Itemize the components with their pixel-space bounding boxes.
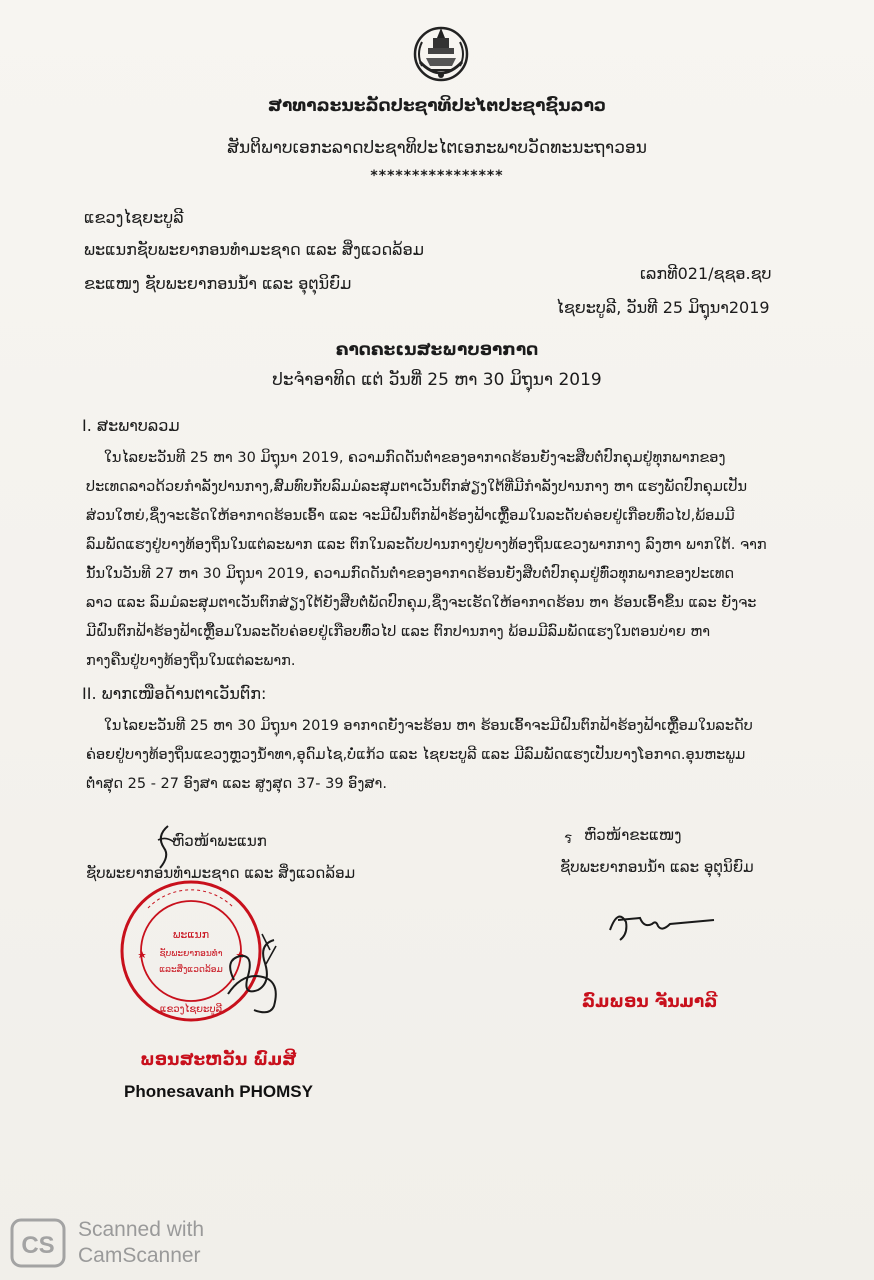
right-title-mark: ร — [564, 829, 573, 847]
section2-line: ຄ່ອຍຢູ່ບາງທ້ອງຖິ່ນແຂວງຫຼວງນ້ຳທາ,ອຸດົມໄຊ,ບໍ່ແກ້ວ ແລະ ໄຊຍະບູລີ ແລະ ມີລົມພັດແຮງເປັນບາງໂອກາດ.ອຸນຫະພູມ — [86, 747, 746, 763]
header-stars-divider: **************** — [370, 168, 504, 184]
document-title: ຄາດຄະເນສະພາບອາກາດ — [335, 340, 539, 360]
place-date: ໄຊຍະບູລີ, ວັນທີ 25 ມິຖຸນາ2019 — [556, 298, 770, 317]
right-signatory-title: ຫົວໜ້າຂະແໜງ — [584, 826, 682, 844]
section2-line: ໃນໄລຍະວັນທີ 25 ຫາ 30 ມິຖຸນາ 2019 ອາກາດຍັງຈະຮ້ອນ ຫາ ຮ້ອນເອົ້າຈະມີຝົນຕົກຟ້າຮ້ອງຟ້າເຫຼື້ອມໃນລະດັບ — [104, 718, 753, 734]
section2-heading: II. ພາກເໜືອດ້ານຕາເວັນຕົກ: — [82, 684, 267, 703]
stamp-line2-text: ຊັບພະຍາກອນທຳ — [159, 949, 223, 959]
watermark-line1: Scanned with — [78, 1218, 205, 1241]
section2-line: ຕ່ຳສຸດ 25 - 27 ອົງສາ ແລະ ສູງສຸດ 37- 39 ອົງສາ. — [86, 776, 387, 792]
left-signatory-title: ຫົວໜ້າພະແນກ — [172, 832, 267, 850]
section1-line: ໃນໄລຍະວັນທີ 25 ຫາ 30 ມິຖຸນາ 2019, ຄວາມກົດດັນຕ່ຳຂອງອາກາດຮ້ອນຍັງຈະສືບຕໍ່ປົກຄຸມຢູ່ທຸກພາກຂອງ — [104, 450, 726, 466]
stamp-bottom-text: ແຂວງໄຊຍະບູລີ — [159, 1004, 223, 1015]
section1-body — [86, 444, 806, 676]
section1-line: ປະເທດລາວດ້ວຍກຳລັງປານກາງ,ສົມທົບກັບລົມມໍລະສຸມຕາເວັນຕົກສ່ຽງໃຕ້ທີ່ມີກຳລັງປານກາງ ຫາ ແຮງພັດປົກຄຸມເປັນ — [86, 479, 748, 495]
camscanner-logo-text: CS — [21, 1232, 55, 1259]
right-handwritten-signature-icon — [604, 900, 724, 950]
section1-heading: I. ສະພາບລວມ — [82, 416, 180, 435]
division-name: ຂະແໜງ ຊັບພະຍາກອນນ້ຳ ແລະ ອຸຕຸນິຍົມ — [84, 274, 352, 293]
section2-body — [86, 712, 806, 799]
stamp-line3-text: ແລະສິ່ງແວດລ້ອມ — [159, 965, 223, 975]
country-name: ສາທາລະນະລັດປະຊາທິປະໄຕປະຊາຊົນລາວ — [267, 96, 607, 116]
section1-line: ສ່ວນໃຫຍ່,ຊຶ່ງຈະເຮັດໃຫ້ອາກາດຮ້ອນເອົ້າ ແລະ ຈະມີຝົນຕົກຟ້າຮ້ອງຟ້າເຫຼື້ອມໃນລະດັບຄ່ອຍຢູ່ເກືອບທົ່ວໄປ,ພ້ອມມີ — [86, 508, 735, 524]
right-signatory-department: ຊັບພະຍາກອນນ້ຳ ແລະ ອຸຕຸນິຍົມ — [560, 858, 754, 876]
national-motto: ສັນຕິພາບເອກະລາດປະຊາທິປະໄຕເອກະພາບວັດທະນະຖາວອນ — [227, 138, 647, 158]
section1-line: ລາວ ແລະ ລົມມໍລະສຸມຕາເວັນຕົກສ່ຽງໃຕ້ຍັງສືບຕໍ່ພັດປົກຄຸມ,ຊຶ່ງຈະເຮັດໃຫ້ອາກາດຮ້ອນ ຫາ ຮ້ອນເອົ້າຂຶ້ນ ແລະ ຍັງຈະ — [86, 595, 757, 611]
national-emblem-icon — [412, 22, 470, 86]
section1-line: ມີຝົນຕົກຟ້າຮ້ອງຟ້າເຫຼື້ອມໃນລະດັບຄ່ອຍຢູ່ເກືອບທົ່ວໄປ ແລະ ຕົກປານກາງ ພ້ອມມີລົມພັດແຮງໃນຕອນບ່າຍ ຫາ — [86, 624, 711, 640]
left-signatory-name-lao: ພອນສະຫວັນ ພົມສີ — [140, 1050, 297, 1070]
section1-line: ນັ້ນໃນວັນທີ 27 ຫາ 30 ມິຖຸນາ 2019, ຄວາມກົດດັນຕ່ຳຂອງອາກາດຮ້ອນຍັງສືບຕໍ່ປົກຄຸມຢູ່ທົ່ວທຸກພາກຂອງປະເທດ — [86, 566, 735, 582]
stamp-center-text: ພະແນກ — [172, 928, 210, 941]
left-signatory-department: ຊັບພະຍາກອນທຳມະຊາດ ແລະ ສິ່ງແວດລ້ອມ — [86, 864, 356, 882]
watermark-line2: CamScanner — [78, 1244, 201, 1267]
left-initial-mark-icon — [150, 822, 180, 872]
right-signatory-name-lao: ລົມພອນ ຈັນມາລີ — [582, 992, 718, 1012]
left-handwritten-signature-icon — [214, 920, 294, 1020]
camscanner-logo-icon — [10, 1218, 66, 1268]
left-signatory-name-latin: Phonesavanh PHOMSY — [124, 1082, 313, 1101]
section1-line: ກາງຄືນຢູ່ບາງທ້ອງຖິ່ນໃນແຕ່ລະພາກ. — [86, 653, 296, 669]
province-name: ແຂວງໄຊຍະບູລີ — [84, 208, 184, 227]
document-number: ເລກທີ021/ຊຊອ.ຊບ — [640, 264, 772, 283]
department-name: ພະແນກຊັບພະຍາກອນທຳມະຊາດ ແລະ ສິ່ງແວດລ້ອມ — [84, 240, 424, 259]
document-subtitle: ປະຈຳອາທິດ ແຕ່ ວັນທີ່ 25 ຫາ 30 ມິຖຸນາ 2019 — [272, 370, 602, 390]
section1-line: ລົມພັດແຮງຢູ່ບາງທ້ອງຖິ່ນໃນແຕ່ລະພາກ ແລະ ຕົກໃນລະດັບປານກາງຢູ່ບາງທ້ອງຖິ່ນແຂວງພາກກາງ ລົງຫາ ພາກໃຕ້. ຈາກ — [86, 537, 767, 553]
